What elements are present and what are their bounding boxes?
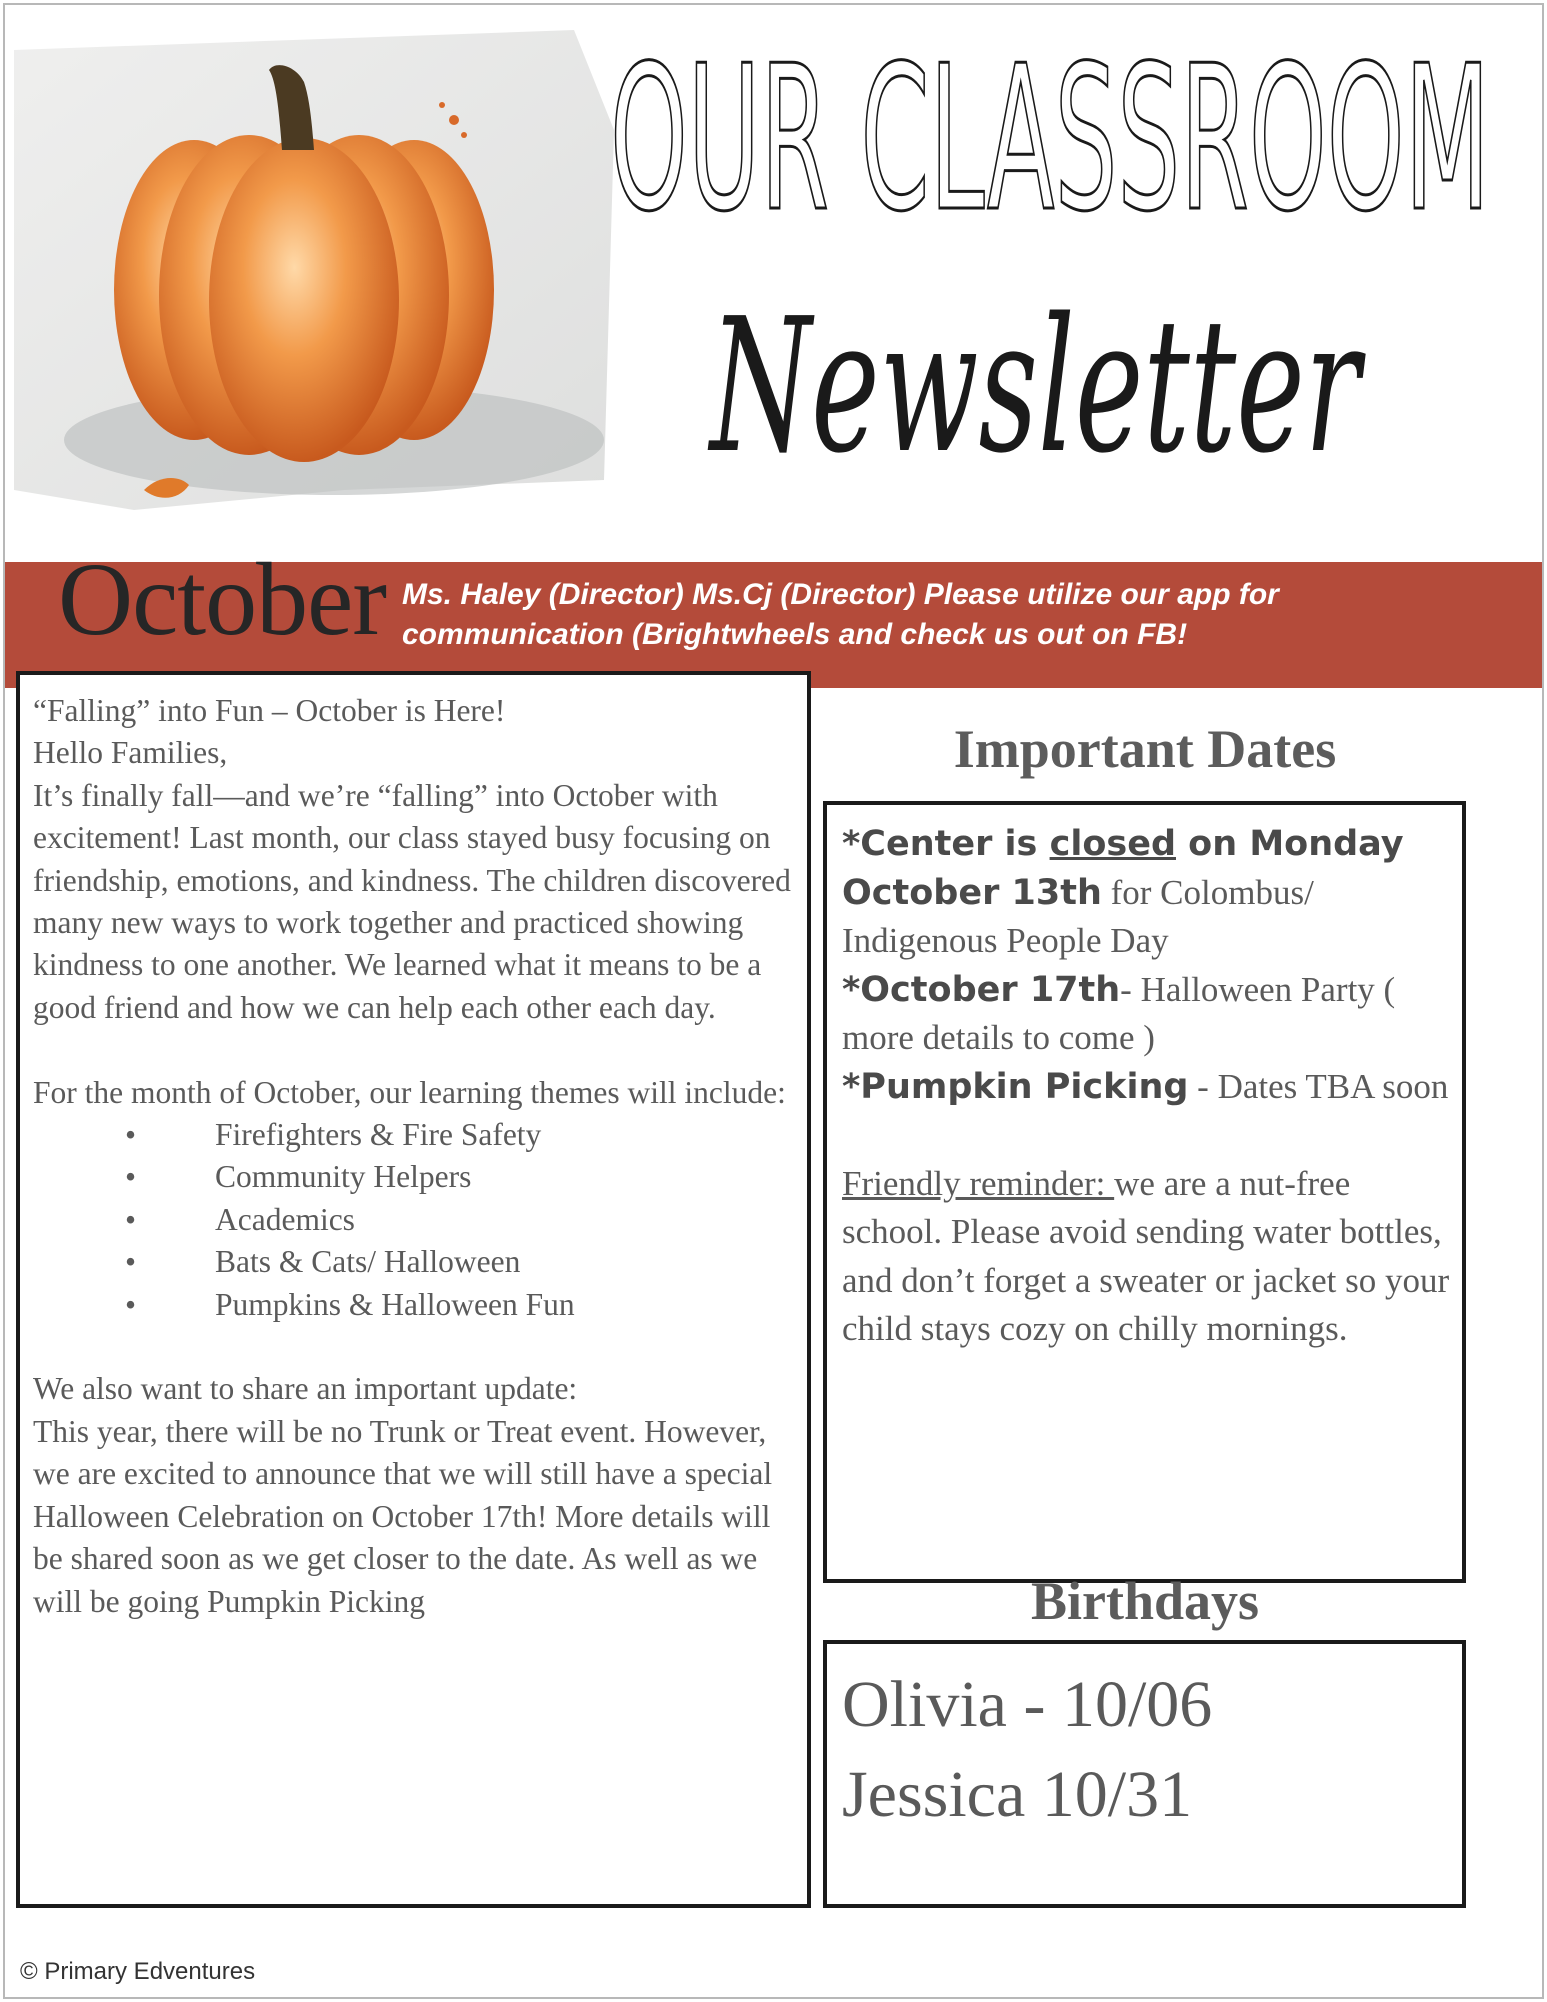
list-item <box>33 1114 803 1156</box>
important-dates-heading: Important Dates <box>953 719 1337 779</box>
bullet-icon: • <box>125 1117 137 1153</box>
list-item <box>33 1284 803 1326</box>
date-item: *Center is closed on Monday October 13th for Colombus/ Indigenous People Day <box>842 824 1404 960</box>
letter-paragraph: It’s finally fall—and we’re “falling” into October with excitement! Last month, our class stayed busy focusing on friendship, emotions, and kindness. The children discovered many new ways to work together and practiced showing kindness to one another. We learned what it means to be a good friend and how we can help each other each day. <box>33 777 799 1025</box>
birthdays-list <box>842 1660 1212 1840</box>
list-item <box>33 1156 803 1198</box>
theme-label: Community Helpers <box>215 1159 472 1195</box>
themes-list <box>33 1114 803 1326</box>
letter-paragraph: We also want to share an important update: <box>33 1371 578 1407</box>
letter-body <box>33 690 803 1623</box>
bullet-icon: • <box>125 1244 137 1280</box>
title-line2: Newsletter <box>707 278 1366 494</box>
birthday-item: Jessica 10/31 <box>842 1758 1193 1831</box>
list-item <box>33 1199 803 1241</box>
title-line1: OUR CLASSROOM <box>610 38 1490 238</box>
theme-label: Academics <box>215 1201 355 1237</box>
important-dates-list <box>842 820 1457 1354</box>
month-title: October <box>58 542 386 657</box>
letter-greeting: Hello Families, <box>33 735 228 771</box>
birthdays-heading: Birthdays <box>1030 1571 1260 1631</box>
banner-line2: communication (Brightwheels and check us out on FB! <box>402 618 1188 651</box>
bullet-icon: • <box>125 1159 137 1195</box>
date-item: *Pumpkin Picking - Dates TBA soon <box>842 1066 1449 1107</box>
banner-line1: Ms. Haley (Director) Ms.Cj (Director) Please utilize our app for <box>402 578 1279 611</box>
letter-paragraph: For the month of October, our learning themes will include: <box>33 1074 786 1110</box>
reminder-label: Friendly reminder: <box>842 1163 1115 1203</box>
bullet-icon: • <box>125 1286 137 1322</box>
banner-message <box>402 575 1402 655</box>
pumpkin-illustration <box>14 10 614 540</box>
title-newsletter <box>700 240 1400 530</box>
pumpkin-icon <box>14 10 614 540</box>
date-item: *October 17th- Halloween Party ( more details to come ) <box>842 969 1396 1057</box>
letter-heading: “Falling” into Fun – October is Here! <box>33 693 506 728</box>
theme-label: Bats & Cats/ Halloween <box>215 1244 521 1280</box>
copyright-footer: © Primary Edventures <box>20 1958 256 1985</box>
list-item <box>33 1241 803 1283</box>
theme-label: Pumpkins & Halloween Fun <box>215 1286 575 1322</box>
closed-label: closed <box>1049 824 1176 864</box>
letter-paragraph: This year, there will be no Trunk or Treat event. However, we are excited to announce that we will still have a special Halloween Celebration on October 17th! More details will be shared soon as we get closer to the date. As well as we will be going Pumpkin Picking <box>33 1413 780 1619</box>
bullet-icon: • <box>125 1201 137 1237</box>
title-our-classroom <box>600 38 1530 238</box>
reminder: Friendly reminder: we are a nut-free school. Please avoid sending water bottles, and don’t forget a sweater or jacket so your child stays cozy on chilly mornings. <box>842 1163 1450 1348</box>
birthday-item: Olivia - 10/06 <box>842 1668 1213 1741</box>
theme-label: Firefighters & Fire Safety <box>215 1117 542 1153</box>
